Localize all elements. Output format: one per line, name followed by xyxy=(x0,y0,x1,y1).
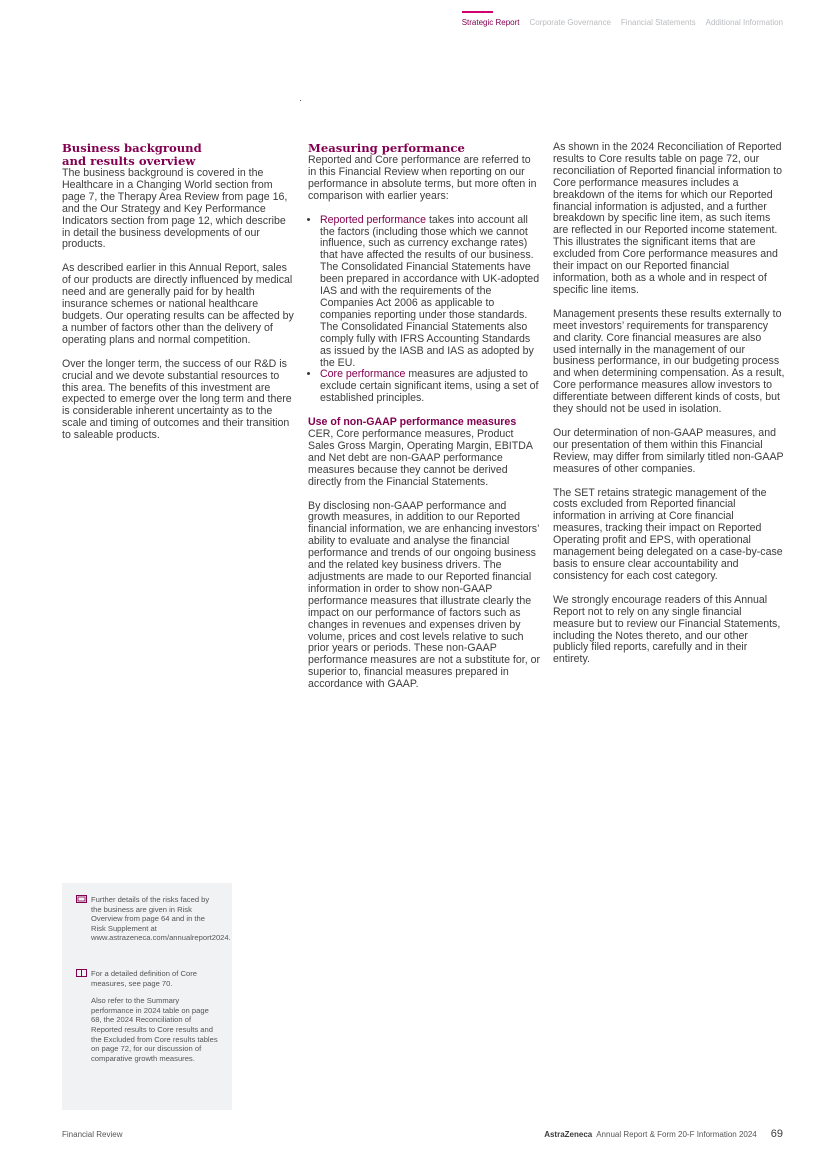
summary-note-text: Also refer to the Summary performance in 2024 table on page 68, the 2024 Reconciliation of Reported results to Core results and the Excluded from Core results tables on page 72, for our discussion of comparative growth measures. xyxy=(91,996,218,1063)
determination-paragraph: Our determination of non-GAAP measures, and our presentation of them within this Financial Review, may differ from similarly titled non-GAAP measures of other companies. xyxy=(553,426,784,475)
business-background-paragraph-3: Over the longer term, the success of our R&D is crucial and we devote substantial resources to this area. The benefits of this investment are expected to emerge over the long term and there is considerable inherent uncertainty as to the scale and timing of outcomes and their transition to saleable products. xyxy=(62,357,292,442)
non-gaap-heading: Use of non-GAAP performance measures xyxy=(308,416,517,429)
list-item xyxy=(320,215,540,370)
tab-strategic-report[interactable]: Strategic Report xyxy=(461,18,520,27)
column-2 xyxy=(308,142,540,703)
business-background-heading: Business background and results overview xyxy=(62,141,202,168)
footer-brand: AstraZeneca xyxy=(544,1130,593,1139)
tab-corporate-governance[interactable]: Corporate Governance xyxy=(529,18,611,27)
tab-financial-statements[interactable]: Financial Statements xyxy=(620,18,696,27)
core-measures-note-body xyxy=(91,969,221,1063)
screen-icon xyxy=(76,895,87,903)
non-gaap-paragraph-1: CER, Core performance measures, Product Sales Gross Margin, Operating Margin, EBITDA and Net debt are non-GAAP performance measures because they cannot be derived directly from the Financial Statements. xyxy=(308,428,533,488)
book-icon xyxy=(76,969,87,977)
reported-performance-text: takes into account all the factors (including those which we cannot influence, such as currency exchange rates) that have affected the results of our business. The Consolidated Financial Statements have been prepared in accordance with UK-adopted IAS and with the requirements of the Companies Act 2006 as applicable to companies reporting under those standards. The Consolidated Financial Statements also comply fully with IFRS Accounting Standards as issued by the IASB and IAS as adopted by the EU. xyxy=(320,213,540,369)
business-background-paragraph-2: As described earlier in this Annual Report, sales of our products are directly influenced by medical need and are generally paid for by health insurance schemes or national healthcare budgets. Our operating results can be affected by a number of factors other than the delivery of operating plans and normal competition. xyxy=(62,262,294,346)
set-paragraph: The SET retains strategic management of the costs excluded from Reported financial information in arriving at Core financial measures, tracking their impact on Reported Operating profit and EPS, with operational management being delegated on a case-by-case basis to ensure clear accountability and consistency for each cost category. xyxy=(553,486,783,582)
measuring-performance-intro: Reported and Core performance are referred to in this Financial Review when reporting on our performance in absolute terms, but more often in comparison with earlier years: xyxy=(308,154,537,202)
cross-reference-box xyxy=(62,883,232,1110)
non-gaap-paragraph-2: By disclosing non-GAAP performance and growth measures, in addition to our Reported financial information, we are enhancing investors’ ability to evaluate and analyse the financial performance and trends of our ongoing business and the related key business drivers. The adjustments are made to our Reported financial information in order to show non-GAAP performance measures that illustrate clearly the impact on our performance of factors such as changes in revenues and expenses driven by volume, prices and cost levels relative to such prior years or periods. These non-GAAP performance measures are not a substitute for, or superior to, financial measures prepared in accordance with GAAP. xyxy=(308,499,541,691)
page-number: 69 xyxy=(770,1128,783,1140)
stray-mark xyxy=(300,100,301,101)
core-measures-note-text: For a detailed definition of Core measures, see page 70. xyxy=(91,969,197,988)
core-performance-text: measures are adjusted to exclude certain significant items, using a set of established principles. xyxy=(320,368,539,405)
business-background-paragraph-1: The business background is covered in the Healthcare in a Changing World section from page 7, the Therapy Area Review from page 16, and the Our Strategy and Key Performance Indicators section from page 12, which describe in detail the business developments of our products. xyxy=(62,167,288,251)
performance-bullet-list xyxy=(308,215,540,406)
measuring-performance-heading: Measuring performance xyxy=(308,141,465,155)
reconciliation-paragraph: As shown in the 2024 Reconciliation of Reported results to Core results table on page 72, our reconciliation of Reported financial information to Core performance measures includes a breakdown of the items for which our Reported financial information is adjusted, and a further breakdown by specific line item, as such items are reflected in our Reported income statement. This illustrates the significant items that are excluded from Core performance measures and their impact on our Reported financial information, both as a whole and in respect of specific line items. xyxy=(553,141,783,296)
footer-section-name: Financial Review xyxy=(62,1130,123,1139)
core-measures-note xyxy=(76,969,221,1071)
reported-performance-term: Reported performance xyxy=(320,213,426,226)
core-performance-term: Core performance xyxy=(320,368,406,381)
encourage-paragraph: We strongly encourage readers of this Annual Report not to rely on any single financial measure but to review our Financial Statements, including the Notes thereto, and our other publicly filed reports, carefully and in their entirety. xyxy=(553,593,781,666)
risk-note xyxy=(76,895,231,943)
management-paragraph: Management presents these results externally to meet investors’ requirements for transparency and clarity. Core financial measures are also used internally in the management of our business performance, in our budgeting process and when determining compensation. As a result, Core performance measures allow investors to differentiate between different kinds of costs, but they should not be used in isolation. xyxy=(553,307,785,416)
list-item xyxy=(320,369,540,405)
column-1 xyxy=(62,142,294,454)
footer-report-info xyxy=(544,1128,783,1140)
column-3 xyxy=(553,142,785,678)
section-nav xyxy=(462,18,783,27)
footer-report-title: Annual Report & Form 20-F Information 2024 xyxy=(596,1130,757,1139)
risk-note-text[interactable]: Further details of the risks faced by the business are given in Risk Overview from page 64 and in the Risk Supplement at www.astrazeneca.com/annualreport2024. xyxy=(91,895,231,943)
tab-additional-information[interactable]: Additional Information xyxy=(705,18,783,27)
